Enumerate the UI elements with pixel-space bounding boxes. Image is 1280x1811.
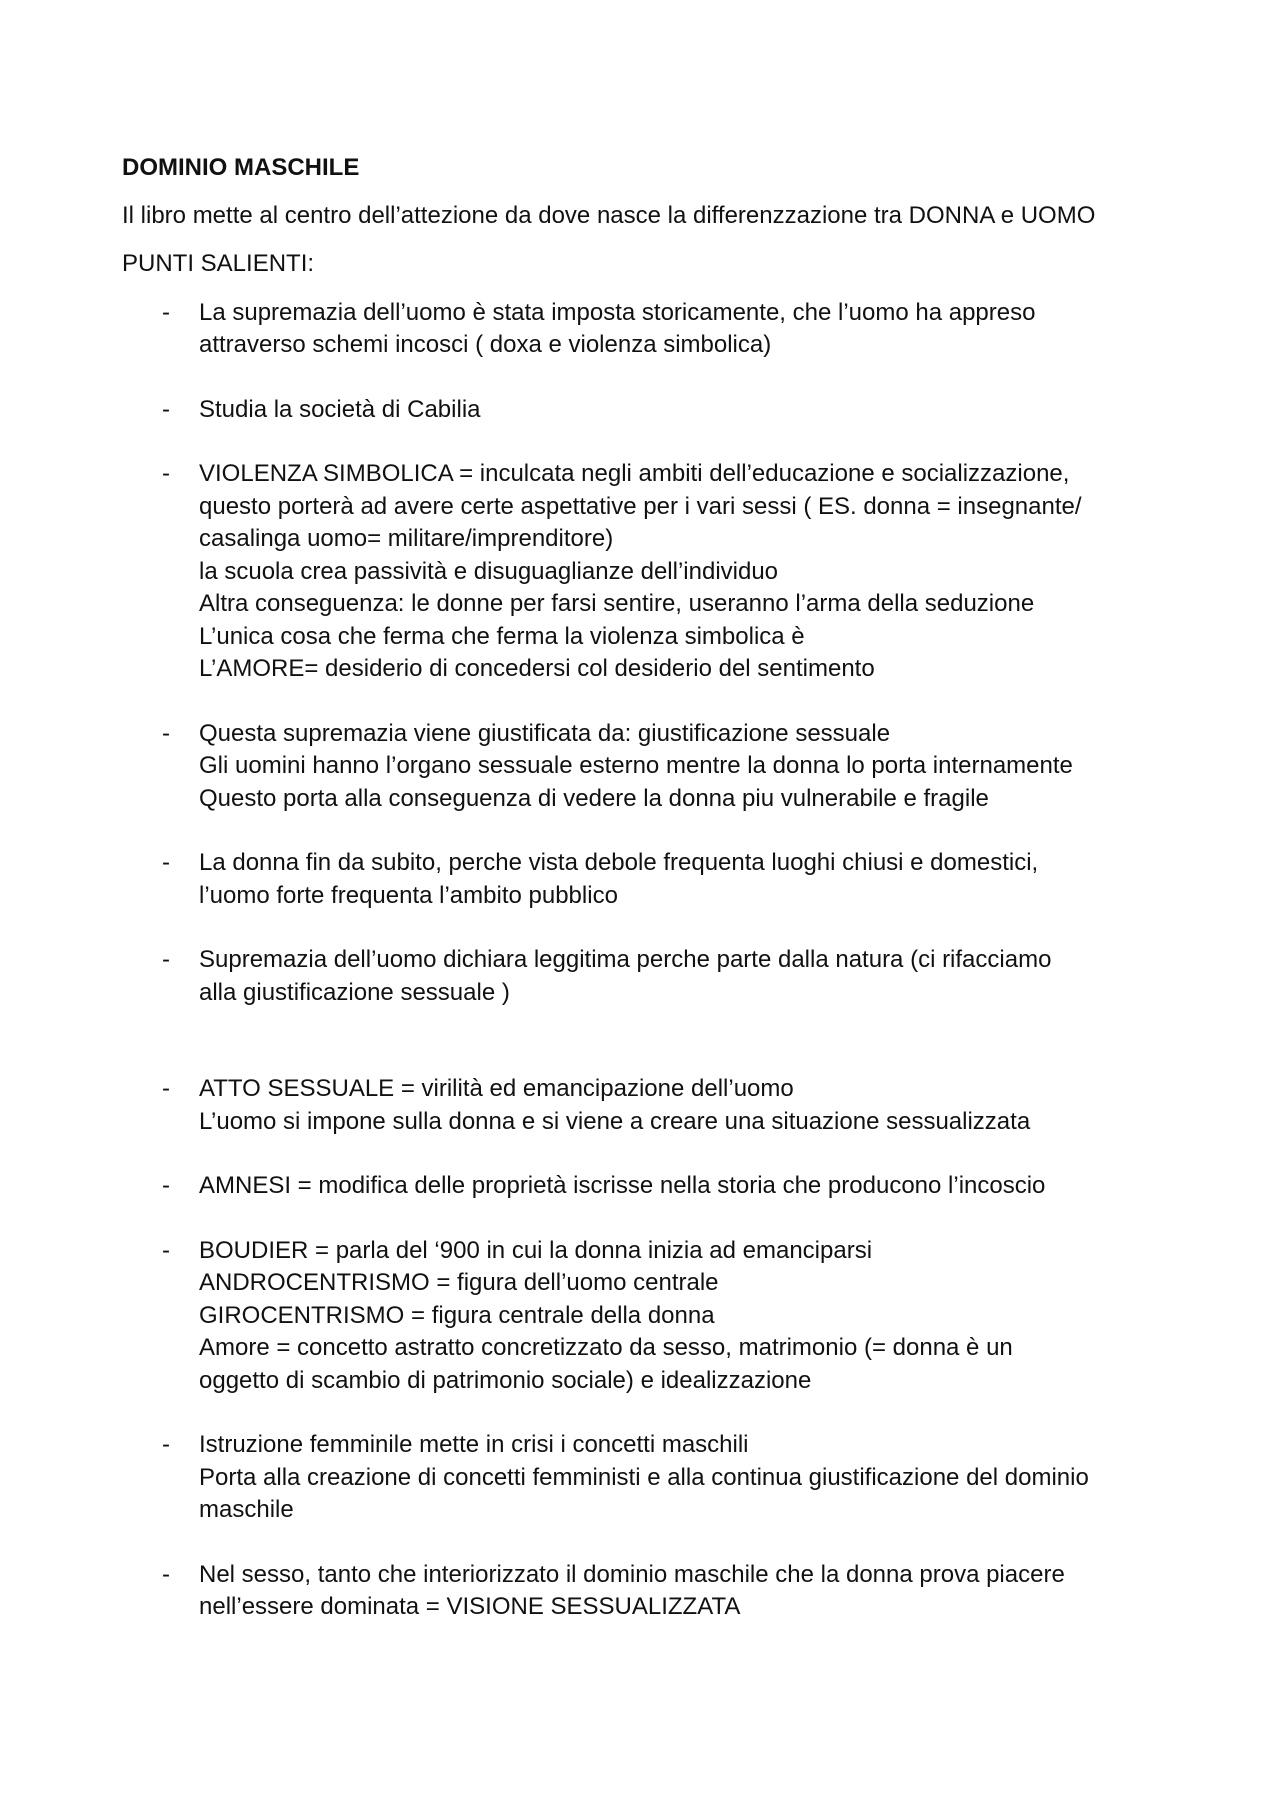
list-item-line: GIROCENTRISMO = figura centrale della donna — [199, 1301, 715, 1329]
list-item-line: L’unica cosa che ferma che ferma la violenza simbolica è — [199, 622, 805, 650]
list-item-line: ATTO SESSUALE = virilità ed emancipazione dell’uomo — [199, 1075, 794, 1102]
list-item — [122, 297, 1162, 362]
list-item-line: BOUDIER = parla del ‘900 in cui la donna inizia ad emanciparsi — [199, 1236, 873, 1264]
list-item — [122, 944, 1162, 1009]
list-item-line: La donna fin da subito, perche vista debole frequenta luoghi chiusi e domestici, — [199, 849, 1039, 876]
list-item-line: l’uomo forte frequenta l’ambito pubblico — [199, 881, 618, 909]
bullet-dash: - — [162, 1172, 170, 1199]
list-item-line: L’uomo si impone sulla donna e si viene a creare una situazione sessualizzata — [199, 1107, 1031, 1135]
bullet-dash: - — [162, 1560, 170, 1588]
list-item — [122, 1559, 1162, 1624]
list-item — [122, 847, 1162, 912]
intro-paragraph: Il libro mette al centro dell’attezione da dove nasce la differenzzazione tra DONNA e UOMO — [122, 201, 1096, 229]
list-item-line: Supremazia dell’uomo dichiara leggitima perche parte dalla natura (ci rifacciamo — [199, 946, 1052, 973]
list-item-line: Questo porta alla conseguenza di vedere la donna piu vulnerabile e fragile — [199, 784, 989, 812]
bullet-dash: - — [162, 719, 170, 747]
bullet-dash: - — [162, 849, 170, 876]
section-label: PUNTI SALIENTI: — [122, 250, 315, 277]
list-item — [122, 1073, 1162, 1138]
key-points-list — [122, 297, 1162, 1624]
list-item-line: attraverso schemi incosci ( doxa e violenza simbolica) — [199, 331, 772, 358]
list-item-line: Nel sesso, tanto che interiorizzato il dominio maschile che la donna prova piacere — [199, 1560, 1065, 1588]
document-title: DOMINIO MASCHILE — [122, 154, 360, 181]
list-item — [122, 458, 1162, 686]
bullet-dash: - — [162, 1431, 170, 1458]
list-item — [122, 1235, 1162, 1398]
list-item-line: Studia la società di Cabilia — [199, 395, 481, 423]
bullet-dash: - — [162, 298, 170, 326]
list-item-line: la scuola crea passività e disuguaglianze dell’individuo — [199, 557, 779, 585]
document-body — [122, 152, 1162, 1656]
list-item-line: Altra conseguenza: le donne per farsi sentire, useranno l’arma della seduzione — [199, 590, 1035, 617]
list-item-line: Porta alla creazione di concetti femministi e alla continua giustificazione del dominio — [199, 1463, 1089, 1491]
list-item-line: oggetto di scambio di patrimonio sociale) e idealizzazione — [199, 1366, 812, 1394]
list-item-line: Questa supremazia viene giustificata da: giustificazione sessuale — [199, 719, 891, 747]
bullet-dash: - — [162, 1236, 170, 1264]
list-item-line: Amore = concetto astratto concretizzato da sesso, matrimonio (= donna è un — [199, 1334, 1013, 1361]
list-item-line: La supremazia dell’uomo è stata imposta storicamente, che l’uomo ha appreso — [199, 298, 1036, 326]
list-item-line: AMNESI = modifica delle proprietà iscrisse nella storia che producono l’incoscio — [199, 1172, 1046, 1199]
list-item-line: maschile — [199, 1496, 294, 1523]
bullet-dash: - — [162, 946, 170, 973]
list-item — [122, 718, 1162, 816]
list-item-line: casalinga uomo= militare/imprenditore) — [199, 525, 614, 552]
list-item-line: Istruzione femminile mette in crisi i concetti maschili — [199, 1431, 749, 1458]
list-item — [122, 1170, 1162, 1203]
list-item-line: VIOLENZA SIMBOLICA = inculcata negli ambiti dell’educazione e socializzazione, — [199, 460, 1070, 487]
bullet-dash: - — [162, 395, 170, 423]
list-item — [122, 394, 1162, 427]
bullet-dash: - — [162, 1075, 170, 1102]
list-item-line: L’AMORE= desiderio di concedersi col desiderio del sentimento — [199, 655, 875, 682]
list-item-line: questo porterà ad avere certe aspettative per i vari sessi ( ES. donna = insegnante/ — [199, 492, 1082, 520]
list-item — [122, 1429, 1162, 1527]
list-item-line: nell’essere dominata = VISIONE SESSUALIZZATA — [199, 1593, 741, 1620]
list-item-line: alla giustificazione sessuale ) — [199, 978, 510, 1006]
list-item-line: Gli uomini hanno l’organo sessuale esterno mentre la donna lo porta internamente — [199, 752, 1073, 779]
list-item-line: ANDROCENTRISMO = figura dell’uomo centrale — [199, 1269, 719, 1296]
bullet-dash: - — [162, 460, 170, 487]
